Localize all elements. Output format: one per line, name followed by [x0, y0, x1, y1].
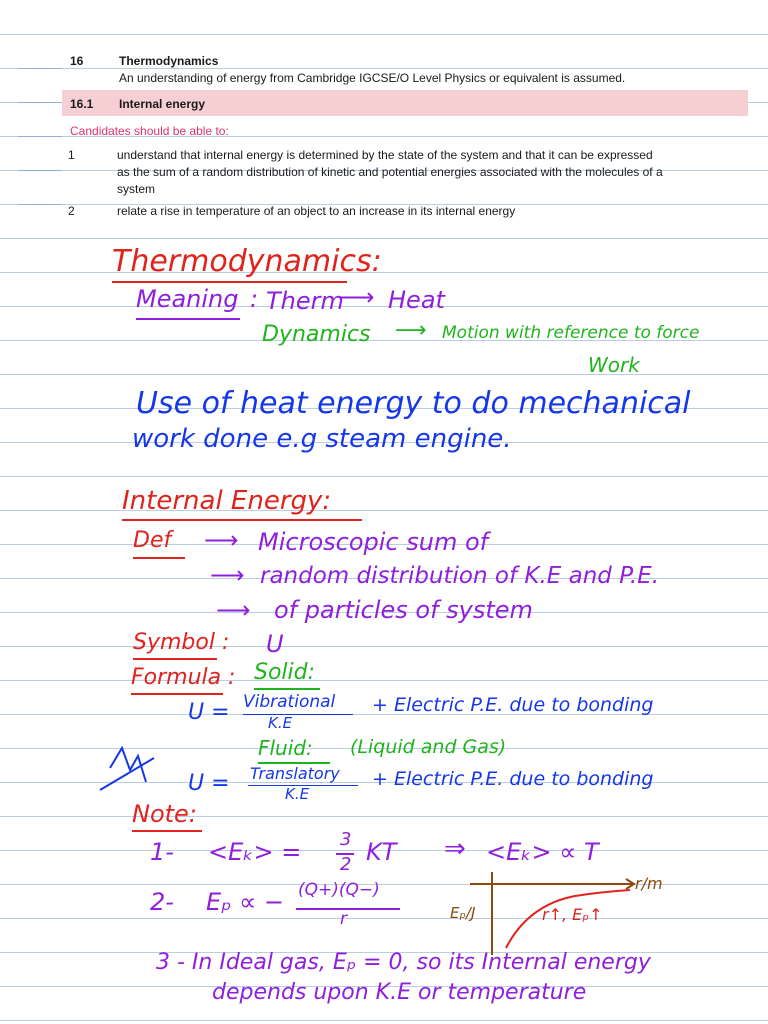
u-equals: U = — [188, 771, 230, 796]
subsection-title: Internal energy — [119, 97, 206, 111]
objective-text: relate a rise in temperature of an object to an increase in its internal energy — [117, 204, 516, 218]
graph-x-label: r/m — [635, 874, 663, 893]
note-1-rhs: <Eₖ> ∝ T — [486, 838, 599, 866]
def-line-3: of particles of system — [274, 596, 533, 624]
work-word: Work — [588, 353, 640, 377]
meaning-colon: : — [250, 285, 259, 313]
note-2-number: 2- — [150, 888, 174, 916]
def-label: Def — [133, 528, 172, 553]
subsection-number: 16.1 — [70, 97, 94, 111]
ke-word: K.E — [268, 714, 293, 732]
candidates-label: Candidates should be able to: — [70, 124, 229, 138]
note-3-line-2: depends upon K.E or temperature — [212, 980, 587, 1005]
objective-text: understand that internal energy is determined by the state of the system and that it can be expressed — [117, 148, 653, 162]
note-2-ep: Eₚ ∝ − — [206, 888, 284, 916]
def-line-1: Microscopic sum of — [258, 528, 489, 556]
arrow-icon: ⟶ — [210, 561, 245, 589]
def-line-2: random distribution of K.E and P.E. — [260, 563, 660, 589]
graph-note: r↑, Eₚ↑ — [542, 905, 603, 924]
translatory-word: Translatory — [250, 764, 340, 783]
symbol-label: Symbol — [133, 630, 215, 655]
arrow-icon: ⟶ — [395, 318, 427, 343]
section-note: An understanding of energy from Cambridge IGCSE/O Level Physics or equivalent is assumed. — [119, 71, 626, 85]
arrow-icon: ⟶ — [204, 526, 239, 554]
solid-label: Solid: — [254, 660, 316, 685]
use-line-1: Use of heat energy to do mechanical — [136, 386, 691, 421]
symbol-colon: : — [222, 630, 230, 655]
solid-formula-rest: + Electric P.E. due to bonding — [372, 694, 654, 716]
fluid-label: Fluid: — [258, 736, 313, 760]
motion-phrase: Motion with reference to force — [442, 323, 700, 343]
meaning-label: Meaning — [136, 285, 239, 313]
note-2-numerator: (Q+)(Q−) — [298, 880, 380, 900]
section-title: Thermodynamics — [119, 54, 219, 68]
fluid-formula-rest: + Electric P.E. due to bonding — [372, 768, 654, 790]
arrow-icon: ⟶ — [216, 596, 251, 624]
objective-text: system — [117, 182, 156, 196]
heat-word: Heat — [388, 286, 445, 314]
vibrational-word: Vibrational — [243, 692, 336, 712]
objective-number: 1 — [68, 148, 75, 162]
objective-number: 2 — [68, 204, 75, 218]
u-equals: U = — [188, 700, 230, 725]
symbol-value: U — [266, 630, 284, 658]
implies-icon: ⇒ — [444, 834, 466, 864]
squiggle-mark-icon — [110, 748, 146, 782]
heading-internal-energy: Internal Energy: — [122, 486, 332, 516]
use-line-2: work done e.g steam engine. — [132, 424, 512, 454]
dynamics-word: Dynamics — [262, 322, 371, 347]
fluid-subtitle: (Liquid and Gas) — [350, 736, 507, 758]
arrow-icon: ⟶ — [340, 283, 375, 311]
formula-colon: : — [228, 665, 236, 690]
heading-thermodynamics: Thermodynamics: — [112, 244, 382, 279]
note-2-denominator: r — [340, 909, 347, 929]
section-number: 16 — [70, 54, 84, 68]
ke-word: K.E — [285, 785, 310, 803]
note-1-kt: KT — [366, 838, 397, 866]
note-3-line-1: 3 - In Ideal gas, Eₚ = 0, so its Internal energy — [156, 950, 651, 975]
note-1-lhs: <Eₖ> = — [208, 838, 302, 866]
note-label: Note: — [132, 800, 197, 828]
therm-word: Therm — [266, 287, 344, 315]
objective-text: as the sum of a random distribution of kinetic and potential energies associated with the molecules of a — [117, 165, 663, 179]
formula-label: Formula — [131, 665, 222, 690]
fraction-denominator: 2 — [340, 854, 352, 875]
graph-y-label: Eₚ/J — [450, 904, 476, 922]
fraction-numerator: 3 — [340, 829, 352, 850]
note-1-number: 1- — [150, 838, 174, 866]
